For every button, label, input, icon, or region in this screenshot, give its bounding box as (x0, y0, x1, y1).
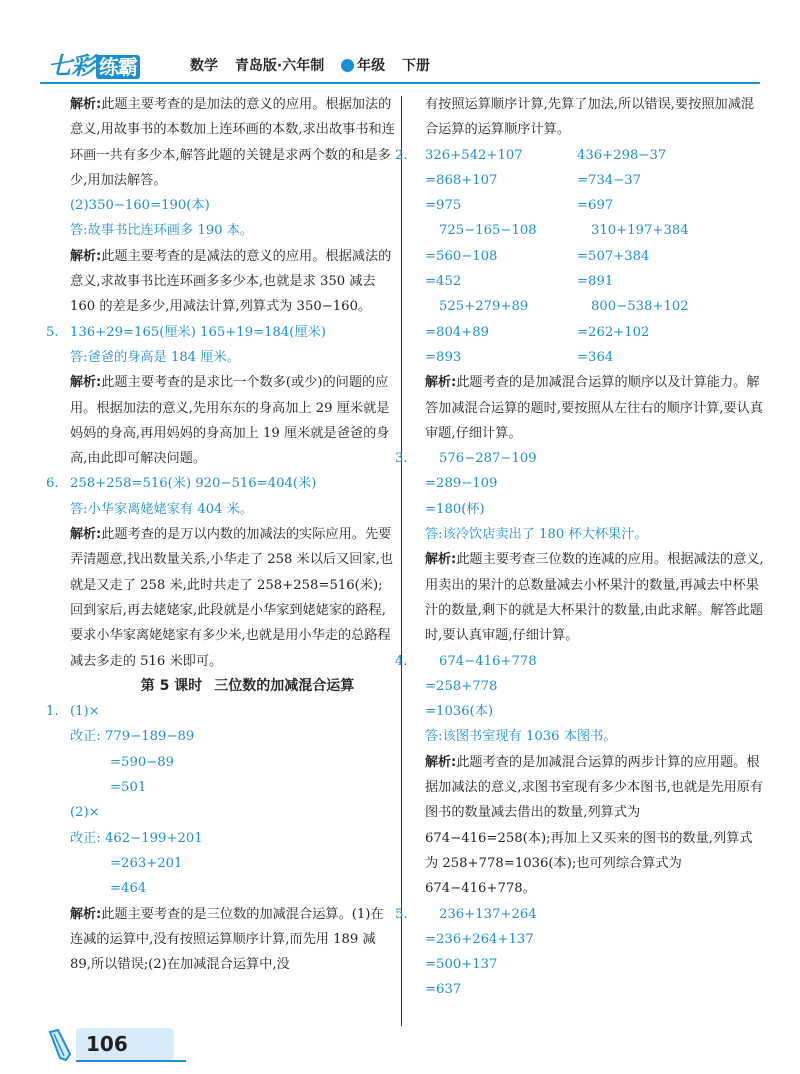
footer-rule (76, 1060, 186, 1062)
question-3: 3. 576−287−109 (395, 451, 537, 467)
analysis-paragraph: 解析:此题考查的是加减混合运算的两步计算的应用题。根据加减法的意义,求图书室现有多少本图书,也就是先用原有图书的数量减去借出的数量,列算式为 674−416=258(本);再加上又买来的图书的数量,列算式为 258+778=1036(本);也可列综合算式为 674−416+778。 (425, 754, 764, 897)
question-5: 5. 236+137+264 (395, 906, 537, 922)
analysis-paragraph: 解析:此题主要考查三位数的连减的应用。根据减法的意义,用卖出的果汁的总数量减去小杯果汁的数量,再减去中杯果汁的数量,剩下的就是大杯果汁的数量,由此求解。解答此题时,要认真审题,仔细计算。 (425, 552, 764, 644)
calc-step: =464 (110, 881, 147, 897)
correction: 改正: 779−189−89 (70, 729, 195, 745)
answer: 答:爸爸的身高是 184 厘米。 (70, 349, 240, 365)
analysis-paragraph: 解析:此题考查的是万以内数的加减法的实际应用。先要弄清题意,找出数量关系,小华走了 258 米以后又回家,也就是又走了 258 米,此时共走了 258+258=516(米);回到家后,再去姥姥家,此段就是小华家到姥姥家的路程,要求小华家离姥姥家有多少米,也就是用小华走的总路程减去多走的 516 米即可。 (70, 527, 394, 669)
edition: 青岛版·六年制 (234, 58, 325, 74)
calc-row: 2. 326+542+107 436+298−37 (395, 147, 667, 163)
equation: (2)350−160=190(本) (70, 198, 210, 214)
question-4: 4. 674−416+778 (395, 653, 537, 669)
calc-step: =180(杯) (425, 501, 485, 517)
sub-item: (2)× (70, 805, 100, 821)
analysis-paragraph: 解析:此题主要考查的是求比一个数多(或少)的问题的应用。根据加法的意义,先用东东的身高加上 29 厘米就是妈妈的身高,再用妈妈的身高加上 19 厘米就是爸爸的身高,由此即可解决问题。 (70, 375, 390, 467)
analysis-paragraph: 解析:此题主要考查的是加法的意义的应用。根据加法的意义,用故事书的本数加上连环画的本数,求出故事书和连环画一共有多少本,解答此题的关键是求两个数的和是多少,用加法解答。 (70, 97, 395, 188)
calc-row: =975 =697 (425, 198, 614, 214)
book-info (190, 55, 442, 75)
grade: 年级 (341, 58, 385, 74)
calc-row: =868+107 =734−37 (425, 172, 642, 188)
calc-row: =452 =891 (425, 274, 614, 290)
calc-step: =1036(本) (425, 704, 494, 720)
section-title: 第 5 课时 三位数的加减混合运算 (140, 677, 355, 694)
analysis-paragraph: 解析:此题主要考查的是减法的意义的应用。根据减法的意义,求故事书比连环画多多少本,也就是求 350 减去 160 的差是多少,用减法计算,列算式为 350−160。 (70, 248, 392, 315)
calc-row: 525+279+89 800−538+102 (439, 299, 689, 315)
right-column (395, 92, 765, 1003)
question-6: 6. 258+258=516(米) 920−516=404(米) (46, 476, 317, 492)
calc-step: =637 (425, 982, 462, 998)
analysis-continued: 有按照运算顺序计算,先算了加法,所以错误,要按照加减混合运算的运算顺序计算。 (425, 97, 755, 138)
volume: 下册 (401, 58, 430, 74)
correction: 改正: 462−199+201 (70, 830, 203, 846)
page-footer (40, 1022, 800, 1074)
calc-step: =500+137 (425, 957, 498, 973)
section-question-1: 1. (1)× (46, 704, 100, 720)
calc-step: =289−109 (425, 476, 498, 492)
column-divider (401, 96, 402, 1026)
answer: 答:故事书比连环画多 190 本。 (70, 223, 254, 239)
calc-step: =501 (110, 780, 147, 796)
page-number: 106 (86, 1032, 128, 1056)
calc-row: =560−108 =507+384 (425, 248, 650, 264)
left-column (46, 92, 395, 977)
calc-step: =263+201 (110, 855, 183, 871)
calc-row: =893 =364 (425, 349, 614, 365)
calc-step: =258+778 (425, 678, 498, 694)
header-rule (40, 82, 760, 84)
brand-logo: 七彩 练霸 (48, 46, 140, 81)
analysis-paragraph: 解析:此题考查的是加减混合运算的顺序以及计算能力。解答加减混合运算的题时,要按照从左往右的顺序计算,要认真审题,仔细计算。 (425, 375, 764, 441)
calc-row: =804+89 =262+102 (425, 324, 650, 340)
calc-step: =236+264+137 (425, 931, 534, 947)
calc-step: =590−89 (110, 754, 175, 770)
subject: 数学 (190, 58, 218, 74)
pencil-icon (44, 1028, 74, 1062)
answer: 答:该图书室现有 1036 本图书。 (425, 729, 617, 745)
calc-row: 725−165−108 310+197+384 (439, 223, 689, 239)
analysis-paragraph: 解析:此题主要考查的是三位数的加减混合运算。(1)在连减的运算中,没有按照运算顺序计算,而先用 189 减 89,所以错误;(2)在加减混合运算中,没 (70, 906, 384, 973)
answer: 答:该冷饮店卖出了 180 杯大杯果汁。 (425, 527, 648, 543)
question-5: 5. 136+29=165(厘米) 165+19=184(厘米) (46, 324, 326, 340)
answer: 答:小华家离姥姥家有 404 米。 (70, 501, 254, 517)
grade-dot-icon (341, 59, 354, 72)
